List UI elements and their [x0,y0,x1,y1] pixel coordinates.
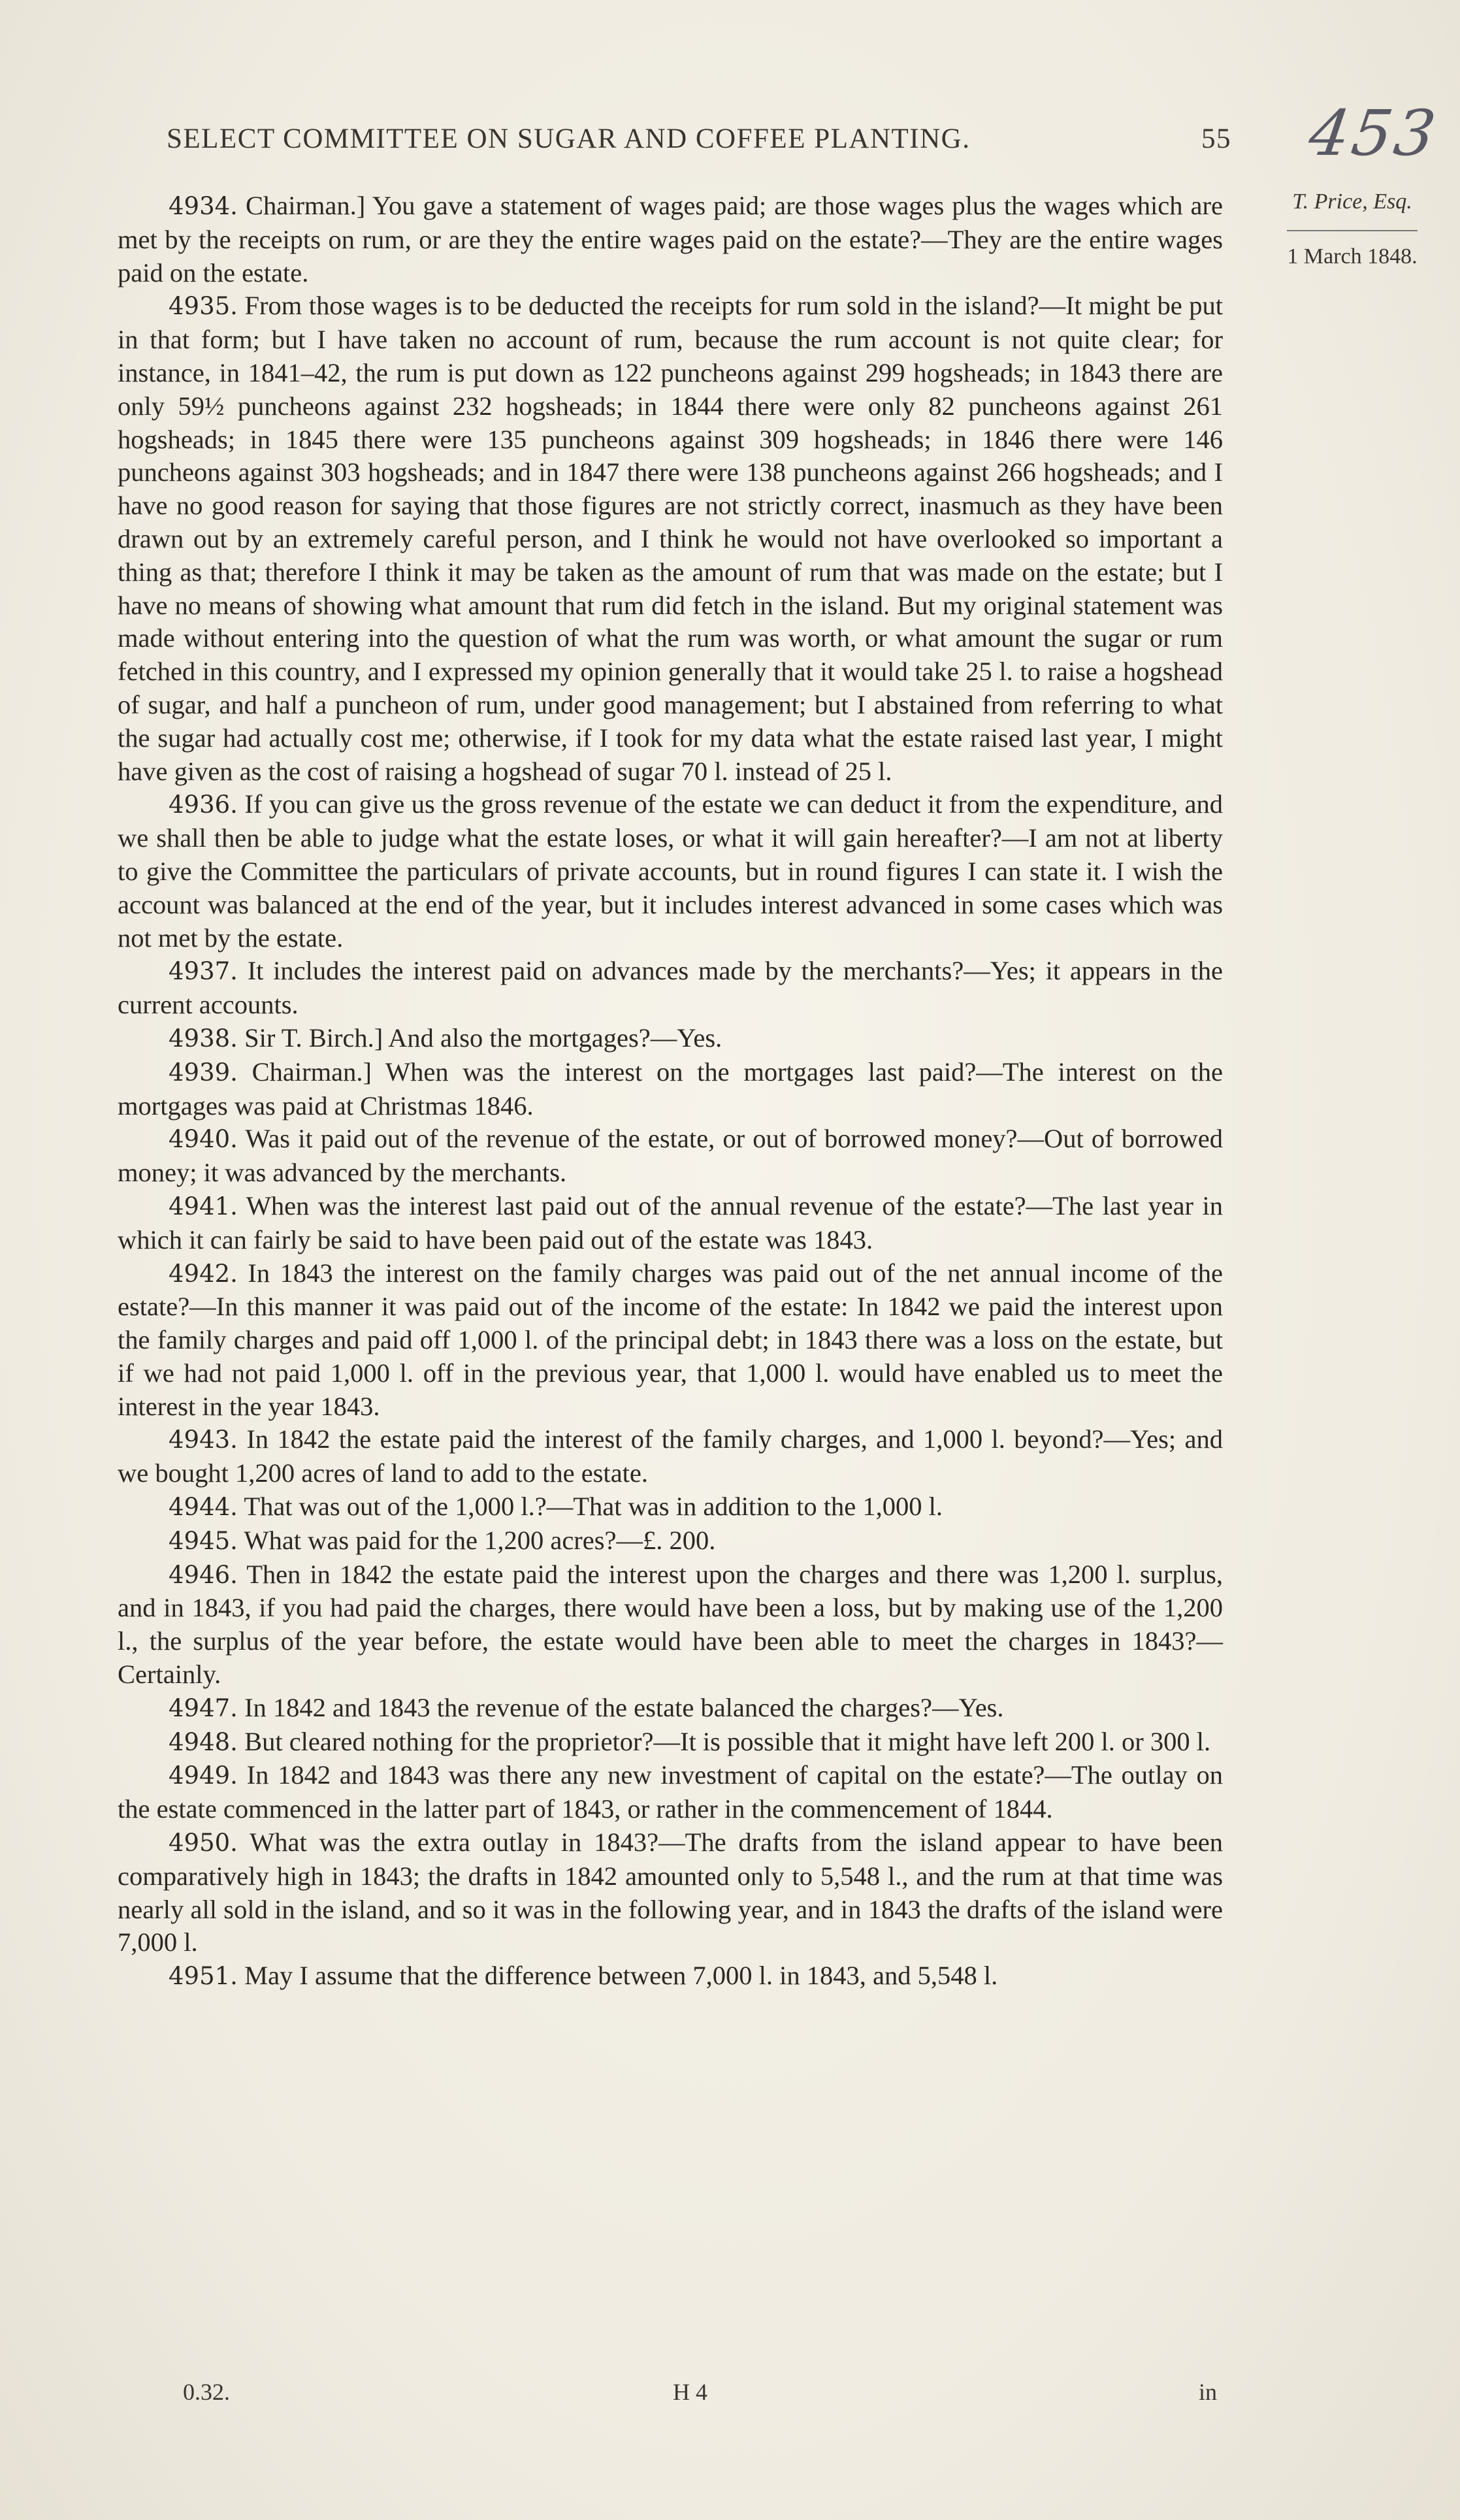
question-text: Chairman.] You gave a statement of wages paid; are those wages plus the wages which are met by the receipts on rum, or are they the entire wages paid on the estate?—They are the entire wages paid on the estate. [118,191,1223,287]
question-text: It includes the interest paid on advances made by the merchants?—Yes; it appears in the current accounts. [118,956,1224,1020]
witness-name: T. Price, Esq. [1292,189,1412,214]
question-text: Then in 1842 the estate paid the interest upon the charges and there was 1,200 l. surplus, and in 1843, if you had paid the charges, there would have been a loss, but by making use of the 1,200 l., the surplus of the year before, the estate would have been able to meet the charges in 1843?—Certainly. [118,1559,1223,1690]
question-number: 4942. [169,1259,238,1288]
question-number: 4935. [169,292,238,321]
question-paragraph [118,1257,1223,1424]
question-text: If you can give us the gross revenue of the estate we can deduct it from the expenditure, and we shall then be able to judge what the estate loses, or what it will gain hereafter?—I am not at liberty to give the Committee the particulars of private accounts, but in round figures I can state it. I wish the account was balanced at the end of the year, but it includes interest advanced in some cases which was not met by the estate. [118,789,1223,953]
question-number: 4948. [169,1727,238,1756]
question-number: 4937. [169,957,238,986]
question-number: 4947. [169,1694,238,1722]
question-paragraph [118,289,1223,788]
question-text: Sir T. Birch.] And also the mortgages?—Yes. [244,1023,722,1053]
signature-mark: H 4 [673,2379,707,2405]
question-paragraph [118,1490,1223,1524]
question-paragraph [118,1692,1223,1726]
question-text: In 1842 and 1843 was there any new investment of capital on the estate?—The outlay on the estate commenced in the latter part of 1843, or rather in the commencement of 1844. [118,1760,1223,1824]
question-number: 4936. [169,791,238,819]
question-number: 4943. [169,1426,238,1454]
question-text: From those wages is to be deducted the receipts for rum sold in the island?—It might be put in that form; but I have taken no account of rum, because the rum account is not quite clear; for instance, in 1841–42, the rum is put down as 122 puncheons against 299 hogsheads; in 1843 there are only 59½ puncheons against 232 hogsheads; in 1844 there were only 82 puncheons against 261 hogsheads; in 1845 there were 135 puncheons against 309 hogsheads; in 1846 there were 146 puncheons against 303 hogsheads; and in 1847 there were 138 puncheons against 266 hogsheads; and I have no good reason for saying that those figures are not strictly correct, inasmuch as they have been drawn out by an extremely careful person, and I think he would not have overlooked so important a thing as that; therefore I think it may be taken as the amount of rum that was made on the estate; but I have no means of showing what amount that rum did fetch in the island. But my original statement was made without entering into the question of what the rum was worth, or what amount the sugar or rum fetched in this country, and I expressed my opinion generally that it would take 25 l. to raise a hogshead of sugar, and half a puncheon of rum, under good management; but I abstained from referring to what the sugar had actually cost me; otherwise, if I took for my data what the estate raised last year, I might have given as the cost of raising a hogshead of sugar 70 l. instead of 25 l. [118,291,1223,786]
question-text: When was the interest last paid out of the annual revenue of the estate?—The last year in which it can fairly be said to have been paid out of the estate was 1843. [118,1190,1223,1254]
question-text: Was it paid out of the revenue of the estate, or out of borrowed money?—Out of borrowed money; it was advanced by the merchants. [118,1124,1223,1188]
question-number: 4934. [169,192,238,220]
question-number: 4951. [169,1962,238,1991]
question-paragraph [118,788,1223,955]
question-number: 4940. [169,1125,238,1154]
question-number: 4950. [169,1829,238,1857]
question-paragraph [118,1726,1223,1759]
question-number: 4946. [169,1560,238,1589]
question-text: In 1842 and 1843 the revenue of the estate balanced the charges?—Yes. [244,1692,1004,1722]
question-text: But cleared nothing for the proprietor?—It is possible that it might have left 200 l. or 300 l. [244,1726,1211,1756]
question-text: In 1843 the interest on the family charges was paid out of the net annual income of the estate?—In this manner it was paid out of the income of the estate: In 1842 we paid the interest upon the family charges and paid off 1,000 l. of the principal debt; in 1843 there was a loss on the estate, but if we had not paid 1,000 l. off in the previous year, that 1,000 l. would have enabled us to meet the interest in the year 1843. [118,1258,1223,1421]
catchword: in [1199,2379,1218,2405]
question-number: 4944. [169,1493,238,1522]
question-paragraph [118,1056,1223,1123]
question-paragraph [118,1959,1223,1993]
question-paragraph [118,189,1223,289]
question-number: 4945. [169,1526,238,1555]
question-paragraph [118,1122,1223,1190]
witness-date: 1 March 1848. [1287,244,1418,269]
question-paragraph [118,1524,1223,1558]
question-text: What was the extra outlay in 1843?—The drafts from the island appear to have been comparatively high in 1843; the drafts in 1842 amounted only to 5,548 l., and the rum at that time was nearly all sold in the island, and so it was in the following year, and in 1843 the drafts of the island were 7,000 l. [118,1827,1223,1957]
running-header [167,123,1231,155]
margin-note [1264,189,1440,269]
footer-reference: 0.32. [183,2379,230,2405]
question-number: 4938. [169,1024,238,1053]
question-paragraph [118,1423,1223,1490]
page-number: 55 [1201,123,1231,154]
question-number: 4941. [169,1192,238,1220]
question-text: In 1842 the estate paid the interest of the family charges, and 1,000 l. beyond?—Yes; and we bought 1,200 acres of land to add to the estate. [118,1424,1223,1488]
question-text: May I assume that the difference between 7,000 l. in 1843, and 5,548 l. [244,1961,998,1991]
question-paragraph [118,1558,1223,1692]
page-title: SELECT COMMITTEE ON SUGAR AND COFFEE PLANTING. [167,123,971,154]
question-paragraph [118,1190,1223,1257]
testimony-body [118,189,1223,1993]
question-number: 4949. [169,1761,238,1790]
question-paragraph [118,955,1223,1022]
handwritten-folio-number: 453 [1305,97,1443,170]
question-text: Chairman.] When was the interest on the mortgages last paid?—The interest on the mortgages was paid at Christmas 1846. [118,1056,1224,1121]
question-paragraph [118,1022,1223,1056]
question-paragraph [118,1826,1223,1959]
margin-rule [1287,230,1418,231]
question-number: 4939. [169,1058,238,1087]
question-text: That was out of the 1,000 l.?—That was in addition to the 1,000 l. [244,1492,943,1522]
question-paragraph [118,1759,1223,1826]
question-text: What was paid for the 1,200 acres?—£. 200. [244,1525,716,1555]
